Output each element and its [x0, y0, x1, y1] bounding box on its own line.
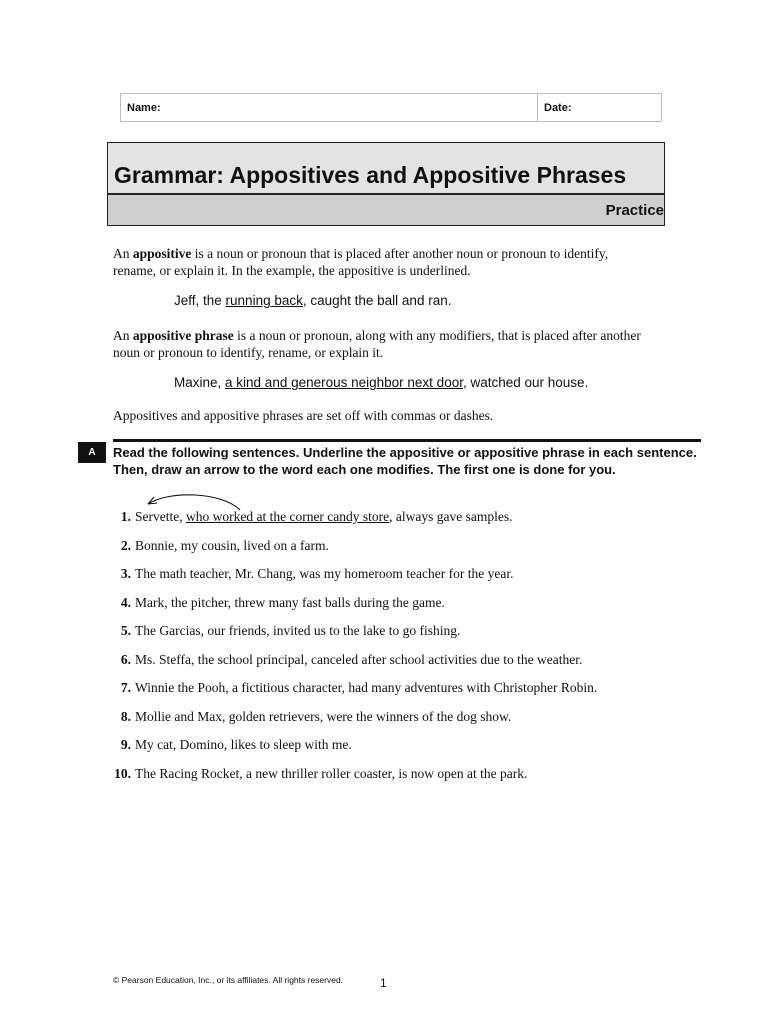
- item-text: Winnie the Pooh, a fictitious character, had many adventures with Christopher Robin.: [135, 680, 598, 695]
- exercise-item: [100, 709, 511, 725]
- punctuation-note: Appositives and appositive phrases are set off with commas or dashes.: [113, 408, 494, 423]
- item-text: Ms. Steffa, the school principal, canceled after school activities due to the weather.: [135, 652, 583, 667]
- title-box: [107, 142, 665, 226]
- example-sentence-1: [174, 293, 451, 308]
- name-label: Name:: [127, 102, 161, 114]
- item-text: Bonnie, my cousin, lived on a farm.: [135, 538, 329, 553]
- exercise-item: [100, 652, 582, 668]
- name-date-box: [120, 93, 662, 122]
- item-text: Mark, the pitcher, threw many fast balls during the game.: [135, 595, 445, 610]
- example-underline: a kind and generous neighbor next door: [225, 375, 463, 390]
- item-underline: who worked at the corner candy store: [185, 509, 390, 524]
- section-a-badge: A: [78, 442, 106, 463]
- item-number: 10.: [114, 766, 131, 781]
- example-underline: running back: [225, 293, 303, 308]
- example-text: , watched our house.: [462, 375, 589, 390]
- practice-label: Practice: [605, 202, 664, 219]
- item-number: 6.: [120, 652, 131, 667]
- exercise-item: [100, 766, 527, 782]
- page-number: 1: [380, 976, 387, 990]
- section-a-rule: [113, 439, 701, 442]
- example-sentence-2: [174, 375, 588, 390]
- term-appositive-phrase: appositive phrase: [132, 328, 234, 343]
- item-number: 2.: [120, 538, 131, 553]
- exercise-item: [100, 538, 329, 554]
- item-text: , always gave samples.: [389, 509, 513, 524]
- name-date-divider: [537, 94, 538, 121]
- item-text: Servette,: [135, 509, 186, 524]
- exercise-item: [100, 509, 513, 525]
- subtitle-band: [108, 195, 664, 225]
- definition-text: is a noun or pronoun that is placed after another noun or pronoun to identify, rename, or explain it. In the example, the appositive is underlined.: [113, 246, 609, 278]
- example-text: Maxine,: [174, 375, 226, 390]
- definition-text: is a noun or pronoun, along with any modifiers, that is placed after another noun or pronoun to identify, rename, or explain it.: [113, 328, 641, 360]
- item-text: My cat, Domino, likes to sleep with me.: [135, 737, 352, 752]
- item-number: 4.: [120, 595, 131, 610]
- item-number: 7.: [120, 680, 131, 695]
- copyright-footer: © Pearson Education, Inc., or its affiliates. All rights reserved.: [113, 975, 344, 985]
- item-text: The Garcias, our friends, invited us to the lake to go fishing.: [135, 623, 461, 638]
- item-text: The math teacher, Mr. Chang, was my homeroom teacher for the year.: [135, 566, 514, 581]
- definition-text: An: [113, 246, 133, 261]
- exercise-item: [100, 566, 513, 582]
- term-appositive: appositive: [132, 246, 192, 261]
- exercise-item: [100, 623, 460, 639]
- item-number: 9.: [120, 737, 131, 752]
- item-number: 1.: [120, 509, 131, 524]
- item-text: The Racing Rocket, a new thriller roller coaster, is now open at the park.: [135, 766, 528, 781]
- definition-text: An: [113, 328, 133, 343]
- date-label: Date:: [544, 102, 572, 114]
- appositive-definition: [113, 245, 653, 279]
- example-text: Jeff, the: [174, 293, 226, 308]
- item-number: 3.: [120, 566, 131, 581]
- exercise-item: [100, 680, 597, 696]
- appositive-phrase-definition: [113, 327, 653, 361]
- section-a-directions: Read the following sentences. Underline the appositive or appositive phrase in each sentence. Then, draw an arrow to the word each one modifies. The first one is done for you.: [113, 445, 697, 477]
- item-number: 8.: [120, 709, 131, 724]
- exercise-item: [100, 737, 352, 753]
- arrow-curve: [148, 495, 240, 510]
- example-text: , caught the ball and ran.: [302, 293, 452, 308]
- exercise-item: [100, 595, 445, 611]
- item-text: Mollie and Max, golden retrievers, were the winners of the dog show.: [135, 709, 512, 724]
- page-title: Grammar: Appositives and Appositive Phrases: [114, 162, 627, 188]
- item-number: 5.: [120, 623, 131, 638]
